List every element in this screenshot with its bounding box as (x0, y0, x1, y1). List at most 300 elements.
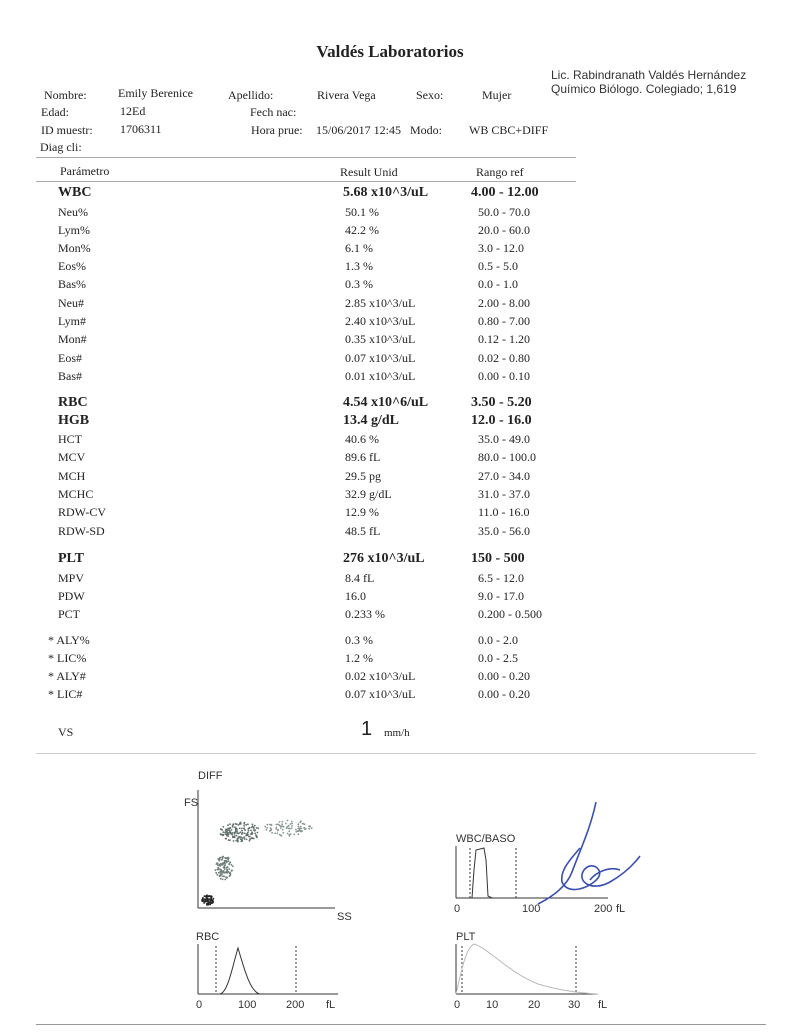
diff-point (203, 902, 205, 904)
param-range: 0.00 - 0.20 (478, 669, 530, 683)
diff-point (246, 839, 248, 841)
plt-tick-10: 10 (486, 999, 499, 1011)
param-name: WBC (58, 185, 92, 200)
param-range: 0.12 - 1.20 (478, 332, 530, 346)
diff-point (228, 868, 230, 870)
diff-point (269, 830, 271, 832)
diff-point (209, 904, 211, 906)
param-range: 50.0 - 70.0 (478, 205, 530, 219)
diff-point (220, 878, 222, 880)
diff-xlabel: SS (337, 911, 352, 923)
diff-point (256, 827, 258, 829)
diff-point (248, 830, 250, 832)
diff-scatter-points (201, 820, 312, 906)
param-result: 1.3 % (345, 259, 373, 273)
rbc-unit: fL (326, 999, 336, 1011)
param-result: 12.9 % (345, 505, 379, 519)
diff-point (266, 829, 268, 831)
diff-point (246, 833, 248, 835)
plt-curve (456, 944, 598, 994)
diff-point (276, 827, 278, 829)
diff-point (216, 874, 218, 876)
diff-point (206, 894, 208, 896)
diff-point (236, 832, 238, 834)
diff-point (279, 824, 281, 826)
diff-point (277, 830, 279, 832)
diff-point (231, 869, 233, 871)
diff-point (239, 831, 241, 833)
diff-point (237, 841, 239, 843)
param-range: 0.0 - 2.0 (478, 633, 518, 647)
diff-point (293, 834, 295, 836)
param-result: 0.233 % (345, 607, 385, 621)
param-range: 0.0 - 1.0 (478, 277, 518, 291)
diff-point (230, 827, 232, 829)
diff-point (215, 872, 217, 874)
diff-point (240, 822, 242, 824)
diff-point (208, 895, 210, 897)
diff-point (288, 825, 290, 827)
param-range: 27.0 - 34.0 (478, 469, 530, 483)
col-param: Parámetro (60, 164, 110, 178)
diff-point (243, 827, 245, 829)
signer-credential: Químico Biólogo. Colegiado; 1,619 (551, 82, 737, 96)
param-name: * LIC% (48, 651, 87, 665)
diff-point (221, 859, 223, 861)
diff-point (242, 832, 244, 834)
diff-point (210, 902, 212, 904)
diff-title: DIFF (198, 770, 223, 782)
diff-point (282, 829, 284, 831)
vs-value: 1 (361, 718, 373, 740)
diff-point (271, 832, 273, 834)
mode-value: WB CBC+DIFF (469, 123, 549, 137)
diff-point (241, 830, 243, 832)
param-result: 8.4 fL (345, 571, 375, 585)
param-result: 2.40 x10^3/uL (345, 314, 416, 328)
param-range: 0.02 - 0.80 (478, 351, 530, 365)
param-name: * LIC# (48, 687, 83, 701)
param-result: 32.9 g/dL (345, 487, 392, 501)
diff-point (206, 897, 208, 899)
plt-tick-0: 0 (454, 999, 461, 1011)
diff-point (244, 829, 246, 831)
name-label: Nombre: (44, 88, 87, 102)
diff-point (229, 875, 231, 877)
param-range: 9.0 - 17.0 (478, 589, 524, 603)
param-range: 0.80 - 7.00 (478, 314, 530, 328)
diff-point (309, 826, 311, 828)
param-result: 4.54 x10^6/uL (343, 395, 429, 410)
wbc-tick-0: 0 (454, 903, 461, 915)
test-time-label: Hora prue: (251, 123, 303, 137)
param-result: 1.2 % (345, 651, 373, 665)
diff-point (281, 823, 283, 825)
diff-point (257, 827, 259, 829)
diff-point (236, 827, 238, 829)
param-range: 11.0 - 16.0 (478, 505, 530, 519)
diff-point (222, 831, 224, 833)
diff-point (204, 895, 206, 897)
rbc-title: RBC (196, 931, 220, 943)
diff-point (231, 832, 233, 834)
param-name: MCHC (58, 487, 94, 501)
diff-svg (180, 766, 360, 926)
param-name: MCH (58, 469, 86, 483)
param-range: 31.0 - 37.0 (478, 487, 530, 501)
plt-chart (448, 928, 618, 1023)
diff-point (254, 833, 256, 835)
diff-point (291, 825, 293, 827)
diff-point (225, 838, 227, 840)
diff-point (283, 826, 285, 828)
diff-point (287, 820, 289, 822)
param-range: 2.00 - 8.00 (478, 296, 530, 310)
param-name: Eos# (58, 351, 82, 365)
param-result: 42.2 % (345, 223, 379, 237)
diff-point (227, 866, 229, 868)
diff-point (300, 826, 302, 828)
param-name: PDW (58, 589, 85, 603)
diff-point (285, 823, 287, 825)
wbc-unit: fL (616, 903, 626, 915)
diff-point (243, 823, 245, 825)
diff-point (230, 861, 232, 863)
diff-point (215, 869, 217, 871)
diff-point (301, 830, 303, 832)
diff-point (243, 825, 245, 827)
diff-point (250, 830, 252, 832)
diff-point (282, 821, 284, 823)
param-result: 0.02 x10^3/uL (345, 669, 416, 683)
diff-point (231, 864, 233, 866)
col-range: Rango ref (476, 165, 524, 179)
diff-point (224, 868, 226, 870)
col-result: Result Unid (340, 165, 398, 179)
diff-point (222, 856, 224, 858)
param-result: 50.1 % (345, 205, 379, 219)
diff-point (238, 824, 240, 826)
diff-point (266, 824, 268, 826)
mode-label: Modo: (410, 123, 443, 137)
diff-point (218, 872, 220, 874)
diff-point (229, 823, 231, 825)
diff-point (224, 857, 226, 859)
plt-title: PLT (456, 931, 476, 943)
diff-point (297, 830, 299, 832)
diff-point (222, 857, 224, 859)
age-label: Edad: (41, 105, 69, 119)
birth-label: Fech nac: (250, 105, 297, 119)
diff-point (295, 829, 297, 831)
diff-point (225, 830, 227, 832)
rbc-tick-200: 200 (286, 999, 305, 1011)
plt-unit: fL (598, 999, 608, 1011)
param-result: 13.4 g/dL (343, 413, 400, 428)
diff-point (251, 826, 253, 828)
diff-point (302, 823, 304, 825)
param-result: 16.0 (345, 589, 366, 603)
diff-point (251, 837, 253, 839)
diff-point (210, 895, 212, 897)
plt-tick-30: 30 (568, 999, 581, 1011)
diff-point (241, 828, 243, 830)
diff-point (223, 875, 225, 877)
param-result: 0.35 x10^3/uL (345, 332, 416, 346)
diff-point (240, 838, 242, 840)
diff-point (279, 821, 281, 823)
param-result: 0.07 x10^3/uL (345, 687, 416, 701)
diff-point (305, 828, 307, 830)
diff-point (233, 836, 235, 838)
name-value: Emily Berenice (118, 86, 193, 100)
param-name: Bas# (58, 369, 82, 383)
param-range: 20.0 - 60.0 (478, 223, 530, 237)
diff-point (266, 827, 268, 829)
param-range: 3.0 - 12.0 (478, 241, 524, 255)
rbc-tick-100: 100 (238, 999, 257, 1011)
param-result: 2.85 x10^3/uL (345, 296, 416, 310)
param-name: Mon% (58, 241, 91, 255)
rbc-tick-0: 0 (196, 999, 203, 1011)
sample-value: 1706311 (120, 122, 162, 136)
param-name: Bas% (58, 277, 86, 291)
plt-tick-20: 20 (528, 999, 541, 1011)
param-range: 35.0 - 49.0 (478, 432, 530, 446)
param-result: 40.6 % (345, 432, 379, 446)
diff-point (288, 830, 290, 832)
diff-point (244, 838, 246, 840)
param-name: RBC (58, 395, 88, 410)
param-name: * ALY% (48, 633, 90, 647)
diff-point (257, 832, 259, 834)
diff-point (220, 833, 222, 835)
param-name: HGB (58, 413, 90, 428)
diff-point (222, 872, 224, 874)
param-result: 276 x10^3/uL (343, 551, 425, 566)
param-name: MPV (58, 571, 85, 585)
diff-point (204, 900, 206, 902)
separator-charts (36, 753, 756, 754)
param-range: 0.00 - 0.20 (478, 687, 530, 701)
diff-point (222, 826, 224, 828)
diff-point (279, 834, 281, 836)
param-range: 4.00 - 12.00 (471, 185, 539, 200)
diff-point (226, 877, 228, 879)
diff-point (208, 898, 210, 900)
diff-point (239, 836, 241, 838)
wbc-baso-title: WBC/BASO (456, 833, 516, 845)
sex-label: Sexo: (416, 88, 444, 102)
diff-point (271, 824, 273, 826)
diff-point (228, 832, 230, 834)
diff-point (207, 903, 209, 905)
param-result: 0.3 % (345, 277, 373, 291)
param-result: 29.5 pg (345, 469, 381, 483)
diff-point (290, 823, 292, 825)
diff-point (235, 831, 237, 833)
param-range: 0.00 - 0.10 (478, 369, 530, 383)
param-result: 0.01 x10^3/uL (345, 369, 416, 383)
diff-point (298, 823, 300, 825)
diff-point (298, 826, 300, 828)
diff-point (286, 826, 288, 828)
param-name: Neu% (58, 205, 88, 219)
diff-point (280, 827, 282, 829)
diff-point (248, 836, 250, 838)
diff-point (218, 859, 220, 861)
diff-point (232, 823, 234, 825)
diff-point (311, 827, 313, 829)
diff-point (248, 827, 250, 829)
diff-point (228, 857, 230, 859)
diff-point (202, 900, 204, 902)
diff-point (228, 864, 230, 866)
param-result: 0.3 % (345, 633, 373, 647)
rbc-curve (198, 948, 338, 994)
param-name: PLT (58, 551, 84, 566)
diff-point (211, 899, 213, 901)
rbc-chart (190, 928, 350, 1023)
diff-point (220, 865, 222, 867)
diff-ylabel: FS (184, 797, 199, 809)
diff-point (276, 832, 278, 834)
param-range: 0.0 - 2.5 (478, 651, 518, 665)
diff-point (232, 865, 234, 867)
diff-point (291, 827, 293, 829)
param-range: 80.0 - 100.0 (478, 450, 536, 464)
diff-chart (180, 766, 360, 926)
param-name: PCT (58, 607, 81, 621)
diff-point (264, 826, 266, 828)
wbc-tick-100: 100 (522, 903, 541, 915)
diff-point (227, 871, 229, 873)
diff-point (297, 828, 299, 830)
diff-point (220, 863, 222, 865)
separator-top (36, 157, 576, 158)
param-range: 12.0 - 16.0 (471, 413, 532, 428)
param-name: Neu# (58, 296, 84, 310)
diff-point (281, 835, 283, 837)
diff-point (244, 832, 246, 834)
diff-point (227, 824, 229, 826)
vs-unit: mm/h (384, 727, 410, 739)
diff-point (255, 834, 257, 836)
diff-point (243, 836, 245, 838)
diff-point (269, 824, 271, 826)
param-name: Eos% (58, 259, 86, 273)
sample-label: ID muestr: (41, 123, 93, 137)
diff-point (222, 879, 224, 881)
param-name: MCV (58, 450, 86, 464)
param-result: 6.1 % (345, 241, 373, 255)
diff-point (253, 838, 255, 840)
diff-point (237, 839, 239, 841)
param-name: Lym# (58, 314, 87, 328)
diff-point (291, 823, 293, 825)
diff-point (202, 898, 204, 900)
surname-value: Rivera Vega (317, 88, 376, 102)
param-name: Mon# (58, 332, 87, 346)
diff-point (228, 833, 230, 835)
diff-point (233, 840, 235, 842)
signer-name: Lic. Rabindranath Valdés Hernández (551, 68, 747, 82)
diff-point (220, 873, 222, 875)
diff-point (277, 823, 279, 825)
diff-point (297, 833, 299, 835)
diff-point (236, 835, 238, 837)
diff-point (237, 837, 239, 839)
param-result: 0.07 x10^3/uL (345, 351, 416, 365)
wbc-tick-200: 200 (594, 903, 613, 915)
diff-point (218, 868, 220, 870)
diff-point (219, 857, 221, 859)
diff-point (228, 839, 230, 841)
param-result: 5.68 x10^3/uL (343, 185, 429, 200)
diff-point (219, 875, 221, 877)
vs-label: VS (58, 725, 74, 739)
diff-point (299, 821, 301, 823)
param-range: 0.5 - 5.0 (478, 259, 518, 273)
diff-point (274, 833, 276, 835)
diff-point (225, 833, 227, 835)
diff-point (220, 828, 222, 830)
separator-bottom (36, 1024, 766, 1025)
sex-value: Mujer (482, 88, 512, 102)
param-name: HCT (58, 432, 82, 446)
param-name: * ALY# (48, 669, 86, 683)
diff-point (224, 865, 226, 867)
diff-point (245, 824, 247, 826)
diff-point (282, 832, 284, 834)
diff-point (239, 828, 241, 830)
diff-point (234, 832, 236, 834)
diff-point (230, 873, 232, 875)
diff-point (231, 829, 233, 831)
diff-point (290, 833, 292, 835)
diff-point (275, 824, 277, 826)
diff-point (287, 833, 289, 835)
surname-label: Apellido: (228, 88, 274, 102)
param-range: 3.50 - 5.20 (471, 395, 532, 410)
diff-point (254, 825, 256, 827)
diff-point (289, 828, 291, 830)
diff-point (217, 863, 219, 865)
diff-point (222, 863, 224, 865)
diff-point (304, 823, 306, 825)
param-name: RDW-CV (58, 505, 106, 519)
diag-label: Diag cli: (40, 140, 82, 154)
param-range: 35.0 - 56.0 (478, 524, 530, 538)
lab-title: Valdés Laboratorios (316, 42, 464, 61)
signature-stroke (538, 802, 640, 904)
age-value: 12Ed (120, 104, 146, 118)
diff-point (291, 821, 293, 823)
signature (520, 800, 650, 910)
param-range: 150 - 500 (471, 551, 525, 566)
diff-point (232, 826, 234, 828)
param-name: Lym% (58, 223, 90, 237)
separator-header (36, 181, 576, 182)
diff-point (226, 860, 228, 862)
param-range: 6.5 - 12.0 (478, 571, 524, 585)
diff-point (253, 827, 255, 829)
diff-point (227, 835, 229, 837)
param-name: RDW-SD (58, 524, 105, 538)
param-result: 48.5 fL (345, 524, 381, 538)
diff-point (252, 824, 254, 826)
diff-point (221, 834, 223, 836)
